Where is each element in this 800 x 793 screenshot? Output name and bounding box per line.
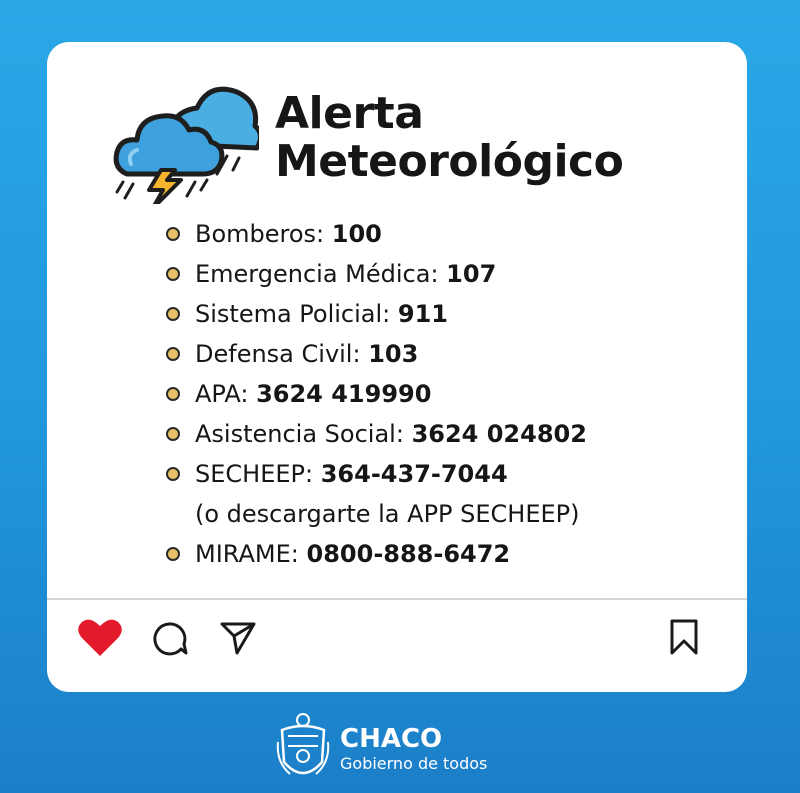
- bookmark-icon[interactable]: [667, 618, 701, 656]
- list-item: [164, 414, 587, 454]
- item-value: 100: [331, 220, 382, 248]
- bullet-icon: [166, 427, 180, 441]
- list-item: [164, 334, 587, 374]
- bullet-icon: [166, 347, 180, 361]
- item-value: 364-437-7044: [320, 460, 508, 488]
- item-value: 3624 419990: [256, 380, 432, 408]
- comment-icon[interactable]: [151, 620, 189, 658]
- post-card: [47, 42, 747, 692]
- item-value: 103: [368, 340, 419, 368]
- item-label: APA:: [195, 380, 249, 408]
- heart-icon[interactable]: [77, 616, 123, 658]
- list-item: [164, 454, 587, 494]
- list-item: [164, 214, 587, 254]
- item-value: 107: [446, 260, 497, 288]
- brand-name: CHACO: [340, 724, 443, 754]
- item-value: 911: [397, 300, 449, 328]
- bullet-icon: [166, 387, 180, 401]
- item-label: Asistencia Social:: [195, 420, 404, 448]
- item-label: Sistema Policial:: [195, 300, 391, 328]
- footer-branding: [276, 712, 536, 784]
- list-item: [164, 374, 587, 414]
- bullet-icon: [166, 547, 180, 561]
- item-label: Emergencia Médica:: [195, 260, 439, 288]
- page-title: [275, 90, 623, 186]
- brand-tagline: Gobierno de todos: [340, 754, 488, 773]
- title-line-2: Meteorológico: [275, 136, 624, 187]
- title-line-1: Alerta: [275, 88, 424, 139]
- chaco-coat-of-arms-icon: [276, 712, 330, 784]
- item-note: (o descargarte la APP SECHEEP): [195, 500, 580, 528]
- send-icon[interactable]: [219, 620, 257, 656]
- bullet-icon: [166, 267, 180, 281]
- emergency-contacts-list: [164, 214, 587, 574]
- bullet-icon: [166, 307, 180, 321]
- item-label: SECHEEP:: [195, 460, 314, 488]
- list-item: [164, 294, 587, 334]
- item-value: 0800-888-6472: [306, 540, 511, 568]
- item-label: Bomberos:: [195, 220, 325, 248]
- divider: [47, 598, 747, 600]
- bullet-icon: [166, 227, 180, 241]
- item-label: MIRAME:: [195, 540, 299, 568]
- item-value: 3624 024802: [411, 420, 587, 448]
- storm-cloud-icon: [109, 74, 259, 204]
- list-item-note: [164, 494, 587, 534]
- item-label: Defensa Civil:: [195, 340, 361, 368]
- list-item: [164, 254, 587, 294]
- list-item: [164, 534, 587, 574]
- bullet-icon: [166, 467, 180, 481]
